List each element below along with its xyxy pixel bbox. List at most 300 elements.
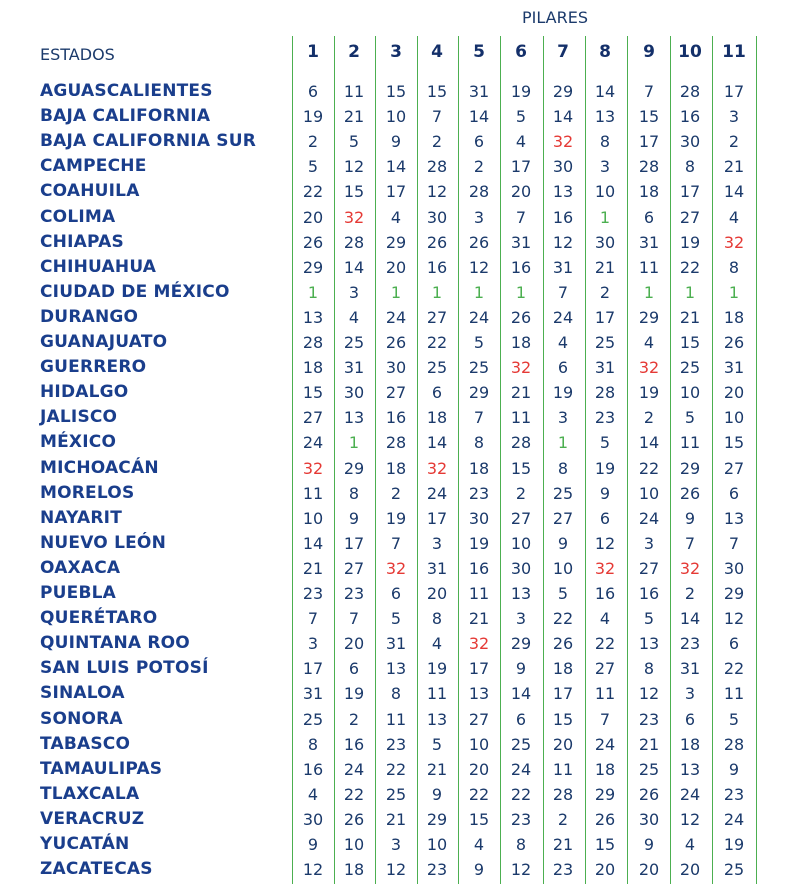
rank-cell: 23 — [302, 584, 324, 603]
rank-cell: 13 — [426, 709, 448, 729]
state-name: CAMPECHE — [40, 156, 147, 177]
rank-cell: 1 — [684, 282, 696, 302]
state-name: GUANAJUATO — [40, 332, 168, 352]
rank-cell: 14 — [385, 157, 407, 177]
rank-cell: 9 — [643, 835, 655, 854]
rank-cell: 8 — [348, 483, 360, 503]
rank-cell: 31 — [594, 358, 616, 378]
rank-cell: 1 — [728, 282, 740, 302]
rank-cell: 4 — [307, 784, 319, 804]
rank-cell: 25 — [723, 860, 745, 880]
rank-cell: 30 — [594, 232, 616, 252]
rank-cell: 4 — [348, 307, 360, 327]
rank-cell: 32 — [468, 634, 490, 654]
rank-cell: 30 — [638, 809, 660, 829]
rank-cell: 32 — [723, 232, 745, 252]
rank-cell: 23 — [343, 584, 365, 603]
rank-cell: 11 — [594, 684, 616, 704]
rank-cell: 10 — [552, 558, 574, 578]
table-row — [0, 606, 794, 631]
state-name: CHIAPAS — [40, 231, 124, 252]
rank-cell: 32 — [302, 458, 324, 478]
rank-cell: 12 — [723, 609, 745, 629]
rank-cell: 7 — [473, 408, 485, 428]
rank-cell: 14 — [723, 182, 745, 202]
rank-cell: 19 — [594, 458, 616, 478]
rank-cell: 2 — [390, 483, 402, 503]
rank-cell: 15 — [638, 107, 660, 127]
rank-cell: 23 — [468, 483, 490, 503]
rank-cell: 18 — [594, 759, 616, 779]
rank-cell: 1 — [515, 282, 527, 302]
rank-cell: 17 — [594, 307, 616, 327]
table-row — [0, 179, 794, 204]
rank-cell: 27 — [552, 508, 574, 528]
pillar-header-3: 3 — [390, 42, 402, 62]
rank-cell: 11 — [343, 82, 365, 101]
rank-cell: 17 — [426, 508, 448, 528]
rank-cell: 5 — [390, 609, 402, 629]
rank-cell: 11 — [302, 483, 324, 503]
rank-cell: 7 — [307, 609, 319, 629]
table-row — [0, 430, 794, 455]
rank-cell: 18 — [552, 659, 574, 679]
table-row — [0, 405, 794, 430]
rank-cell: 1 — [599, 207, 611, 227]
rank-cell: 4 — [643, 333, 655, 352]
rank-cell: 23 — [594, 408, 616, 428]
rank-cell: 1 — [557, 433, 569, 453]
table-row — [0, 681, 794, 706]
rank-cell: 25 — [385, 784, 407, 804]
rank-cell: 29 — [510, 634, 532, 654]
rank-cell: 17 — [723, 82, 745, 101]
rank-cell: 2 — [348, 709, 360, 729]
state-name: BAJA CALIFORNIA SUR — [40, 131, 257, 152]
rank-cell: 31 — [638, 232, 660, 252]
rank-cell: 8 — [431, 609, 443, 629]
rank-cell: 3 — [307, 634, 319, 654]
rank-cell: 19 — [723, 835, 745, 854]
rank-cell: 21 — [385, 809, 407, 829]
rank-cell: 5 — [473, 333, 485, 352]
rank-cell: 19 — [343, 684, 365, 704]
rank-cell: 30 — [552, 157, 574, 177]
rank-cell: 10 — [343, 835, 365, 854]
rank-cell: 18 — [723, 307, 745, 327]
state-name: MICHOACÁN — [40, 457, 159, 478]
rank-cell: 9 — [348, 508, 360, 528]
rank-cell: 6 — [684, 709, 696, 729]
rank-cell: 20 — [343, 634, 365, 654]
rank-cell: 9 — [307, 835, 319, 854]
rank-cell: 6 — [431, 383, 443, 403]
rank-cell: 23 — [426, 860, 448, 880]
rank-cell: 7 — [728, 533, 740, 553]
rank-cell: 8 — [390, 684, 402, 704]
rank-cell: 27 — [510, 508, 532, 528]
rank-cell: 21 — [343, 107, 365, 127]
rank-cell: 22 — [679, 257, 701, 277]
rank-cell: 14 — [552, 107, 574, 127]
rank-cell: 16 — [468, 558, 490, 578]
rank-cell: 14 — [468, 107, 490, 127]
rank-cell: 22 — [510, 784, 532, 804]
rank-cell: 14 — [638, 433, 660, 453]
rank-cell: 32 — [510, 358, 532, 378]
states-column-label: ESTADOS — [40, 45, 115, 64]
rank-cell: 20 — [552, 734, 574, 754]
rank-cell: 23 — [552, 860, 574, 880]
rank-cell: 12 — [552, 232, 574, 252]
rank-cell: 1 — [473, 282, 485, 302]
state-name: HIDALGO — [40, 382, 129, 403]
rank-cell: 16 — [552, 207, 574, 227]
rank-cell: 4 — [390, 207, 402, 227]
rank-cell: 25 — [468, 358, 490, 378]
rank-cell: 22 — [426, 333, 448, 352]
rank-cell: 1 — [390, 282, 402, 302]
rank-cell: 24 — [343, 759, 365, 779]
rank-cell: 5 — [599, 433, 611, 453]
rank-cell: 16 — [679, 107, 701, 127]
rank-cell: 11 — [552, 759, 574, 779]
table-row — [0, 707, 794, 732]
rank-cell: 26 — [510, 307, 532, 327]
table-row — [0, 330, 794, 355]
pillar-header-5: 5 — [473, 42, 485, 62]
rank-cell: 13 — [385, 659, 407, 679]
rank-cell: 25 — [302, 709, 324, 729]
rank-cell: 13 — [552, 182, 574, 202]
rank-cell: 23 — [638, 709, 660, 729]
rank-cell: 24 — [552, 307, 574, 327]
rank-cell: 20 — [638, 860, 660, 880]
rank-cell: 16 — [594, 584, 616, 603]
rank-cell: 17 — [552, 684, 574, 704]
rank-cell: 1 — [307, 282, 319, 302]
rank-cell: 29 — [552, 82, 574, 101]
rank-cell: 24 — [468, 307, 490, 327]
rank-cell: 9 — [473, 860, 485, 880]
rank-cell: 1 — [431, 282, 443, 302]
rank-cell: 21 — [426, 759, 448, 779]
rank-cell: 29 — [594, 784, 616, 804]
rank-cell: 14 — [510, 684, 532, 704]
rank-cell: 19 — [638, 383, 660, 403]
rank-cell: 8 — [728, 257, 740, 277]
rank-cell: 20 — [426, 584, 448, 603]
rank-cell: 20 — [468, 759, 490, 779]
rank-cell: 12 — [510, 860, 532, 880]
rank-cell: 29 — [468, 383, 490, 403]
state-name: QUINTANA ROO — [40, 633, 190, 654]
pillars-title: PILARES — [522, 8, 588, 27]
rank-cell: 29 — [343, 458, 365, 478]
table-row — [0, 305, 794, 330]
rank-cell: 16 — [343, 734, 365, 754]
rank-cell: 21 — [468, 609, 490, 629]
table-row — [0, 255, 794, 280]
rank-cell: 28 — [426, 157, 448, 177]
rank-cell: 23 — [679, 634, 701, 654]
rank-cell: 13 — [638, 634, 660, 654]
rank-cell: 24 — [638, 508, 660, 528]
rank-cell: 31 — [552, 257, 574, 277]
rank-cell: 6 — [599, 508, 611, 528]
rank-cell: 29 — [723, 584, 745, 603]
state-name: YUCATÁN — [40, 834, 130, 854]
rank-cell: 15 — [552, 709, 574, 729]
rank-cell: 26 — [468, 232, 490, 252]
rank-cell: 27 — [343, 558, 365, 578]
state-name: SONORA — [40, 708, 123, 729]
rank-cell: 5 — [307, 157, 319, 177]
state-name: NUEVO LEÓN — [40, 532, 166, 553]
rank-cell: 26 — [723, 333, 745, 352]
rank-cell: 5 — [557, 584, 569, 603]
rank-cell: 10 — [679, 383, 701, 403]
rank-cell: 30 — [385, 358, 407, 378]
rank-cell: 31 — [723, 358, 745, 378]
rank-cell: 5 — [684, 408, 696, 428]
rank-cell: 19 — [510, 82, 532, 101]
rank-cell: 12 — [302, 860, 324, 880]
rank-cell: 32 — [552, 132, 574, 152]
rank-cell: 9 — [728, 759, 740, 779]
rank-cell: 11 — [638, 257, 660, 277]
rank-cell: 27 — [679, 207, 701, 227]
rank-cell: 16 — [510, 257, 532, 277]
rank-cell: 2 — [728, 132, 740, 152]
rank-cell: 13 — [468, 684, 490, 704]
rank-cell: 17 — [343, 533, 365, 553]
rank-cell: 3 — [599, 157, 611, 177]
rank-cell: 28 — [638, 157, 660, 177]
rank-cell: 17 — [302, 659, 324, 679]
rank-cell: 7 — [643, 82, 655, 101]
rank-cell: 4 — [557, 333, 569, 352]
rank-cell: 15 — [385, 82, 407, 101]
rank-cell: 21 — [723, 157, 745, 177]
rank-cell: 10 — [426, 835, 448, 854]
rank-cell: 8 — [684, 157, 696, 177]
rank-cell: 30 — [679, 132, 701, 152]
rank-cell: 5 — [643, 609, 655, 629]
rank-cell: 12 — [385, 860, 407, 880]
rank-cell: 29 — [426, 809, 448, 829]
rank-cell: 3 — [557, 408, 569, 428]
state-name: JALISCO — [40, 407, 118, 428]
table-row — [0, 154, 794, 179]
pillar-header-1: 1 — [307, 42, 319, 62]
state-name: TLAXCALA — [40, 783, 140, 804]
rank-cell: 14 — [594, 82, 616, 101]
rank-cell: 9 — [557, 533, 569, 553]
table-row — [0, 807, 794, 832]
table-row — [0, 104, 794, 129]
table-row — [0, 581, 794, 606]
rank-cell: 15 — [594, 835, 616, 854]
rank-cell: 13 — [679, 759, 701, 779]
rank-cell: 16 — [426, 257, 448, 277]
rank-cell: 19 — [302, 107, 324, 127]
rank-cell: 24 — [510, 759, 532, 779]
rank-cell: 6 — [515, 709, 527, 729]
rank-cell: 28 — [302, 333, 324, 352]
rank-cell: 29 — [302, 257, 324, 277]
rank-cell: 15 — [302, 383, 324, 403]
rank-cell: 32 — [343, 207, 365, 227]
rank-cell: 28 — [468, 182, 490, 202]
rank-cell: 22 — [723, 659, 745, 679]
state-name: BAJA CALIFORNIA — [40, 106, 211, 127]
rank-cell: 6 — [728, 483, 740, 503]
table-row — [0, 481, 794, 506]
rank-cell: 25 — [426, 358, 448, 378]
rank-cell: 16 — [638, 584, 660, 603]
rank-cell: 22 — [594, 634, 616, 654]
rank-cell: 7 — [557, 282, 569, 302]
rank-cell: 3 — [348, 282, 360, 302]
rank-cell: 30 — [723, 558, 745, 578]
rank-cell: 14 — [302, 533, 324, 553]
rank-cell: 21 — [552, 835, 574, 854]
rank-cell: 18 — [510, 333, 532, 352]
rank-cell: 27 — [426, 307, 448, 327]
rank-cell: 10 — [302, 508, 324, 528]
table-row — [0, 456, 794, 481]
rank-cell: 8 — [473, 433, 485, 453]
rank-cell: 18 — [679, 734, 701, 754]
rank-cell: 31 — [343, 358, 365, 378]
state-name: TABASCO — [40, 733, 131, 754]
rank-cell: 18 — [468, 458, 490, 478]
state-name: CHIHUAHUA — [40, 256, 157, 277]
rank-cell: 19 — [679, 232, 701, 252]
rank-cell: 12 — [679, 809, 701, 829]
pillar-header-11: 11 — [722, 42, 746, 62]
rank-cell: 32 — [426, 458, 448, 478]
state-name: SAN LUIS POTOSÍ — [40, 658, 209, 679]
rank-cell: 28 — [552, 784, 574, 804]
rank-cell: 3 — [473, 207, 485, 227]
rank-cell: 16 — [385, 408, 407, 428]
rank-cell: 17 — [385, 182, 407, 202]
rank-cell: 27 — [385, 383, 407, 403]
rank-cell: 21 — [594, 257, 616, 277]
rank-cell: 4 — [728, 207, 740, 227]
rank-cell: 24 — [385, 307, 407, 327]
rank-cell: 22 — [468, 784, 490, 804]
table-row — [0, 205, 794, 230]
rank-cell: 9 — [515, 659, 527, 679]
rank-cell: 14 — [343, 257, 365, 277]
table-row — [0, 631, 794, 656]
rank-cell: 13 — [343, 408, 365, 428]
rank-cell: 11 — [385, 709, 407, 729]
table-row — [0, 531, 794, 556]
rank-cell: 21 — [302, 558, 324, 578]
rank-cell: 6 — [348, 659, 360, 679]
rank-cell: 2 — [643, 408, 655, 428]
rank-cell: 20 — [302, 207, 324, 227]
table-row — [0, 732, 794, 757]
rank-cell: 3 — [390, 835, 402, 854]
rank-cell: 26 — [343, 809, 365, 829]
rank-cell: 10 — [638, 483, 660, 503]
pillar-header-7: 7 — [557, 42, 569, 62]
rank-cell: 21 — [510, 383, 532, 403]
rank-cell: 10 — [723, 408, 745, 428]
rank-cell: 9 — [431, 784, 443, 804]
state-name: NAYARIT — [40, 507, 123, 528]
rank-cell: 4 — [431, 634, 443, 654]
rank-cell: 8 — [307, 734, 319, 754]
rank-cell: 19 — [426, 659, 448, 679]
rank-cell: 29 — [385, 232, 407, 252]
rank-cell: 30 — [468, 508, 490, 528]
rank-cell: 6 — [728, 634, 740, 654]
rank-cell: 11 — [510, 408, 532, 428]
rank-cell: 28 — [343, 232, 365, 252]
rank-cell: 32 — [679, 558, 701, 578]
rank-cell: 25 — [594, 333, 616, 352]
state-name: CIUDAD DE MÉXICO — [40, 281, 230, 302]
rank-cell: 1 — [348, 433, 360, 453]
rank-cell: 17 — [510, 157, 532, 177]
rank-cell: 23 — [510, 809, 532, 829]
rank-cell: 11 — [679, 433, 701, 453]
rank-cell: 2 — [684, 584, 696, 603]
rank-cell: 27 — [468, 709, 490, 729]
rank-cell: 27 — [723, 458, 745, 478]
rank-cell: 7 — [431, 107, 443, 127]
rank-cell: 7 — [684, 533, 696, 553]
rank-cell: 20 — [594, 860, 616, 880]
rank-cell: 27 — [302, 408, 324, 428]
table-row — [0, 79, 794, 104]
rank-cell: 24 — [723, 809, 745, 829]
rank-cell: 15 — [510, 458, 532, 478]
state-name: GUERRERO — [40, 357, 147, 378]
rank-cell: 28 — [385, 433, 407, 453]
rank-cell: 21 — [638, 734, 660, 754]
state-name: AGUASCALIENTES — [40, 81, 213, 101]
rank-cell: 22 — [385, 759, 407, 779]
rank-cell: 17 — [638, 132, 660, 152]
rank-cell: 26 — [594, 809, 616, 829]
rank-cell: 3 — [643, 533, 655, 553]
rank-cell: 9 — [390, 132, 402, 152]
table-row — [0, 230, 794, 255]
rank-cell: 26 — [385, 333, 407, 352]
state-name: PUEBLA — [40, 583, 117, 603]
rank-cell: 31 — [468, 82, 490, 101]
rank-cell: 12 — [426, 182, 448, 202]
rank-cell: 7 — [390, 533, 402, 553]
rank-cell: 15 — [468, 809, 490, 829]
rank-cell: 3 — [515, 609, 527, 629]
rank-cell: 6 — [643, 207, 655, 227]
rank-cell: 22 — [343, 784, 365, 804]
rank-cell: 20 — [510, 182, 532, 202]
rank-cell: 26 — [552, 634, 574, 654]
rank-cell: 3 — [684, 684, 696, 704]
rank-cell: 29 — [638, 307, 660, 327]
rank-cell: 18 — [385, 458, 407, 478]
rank-cell: 26 — [679, 483, 701, 503]
